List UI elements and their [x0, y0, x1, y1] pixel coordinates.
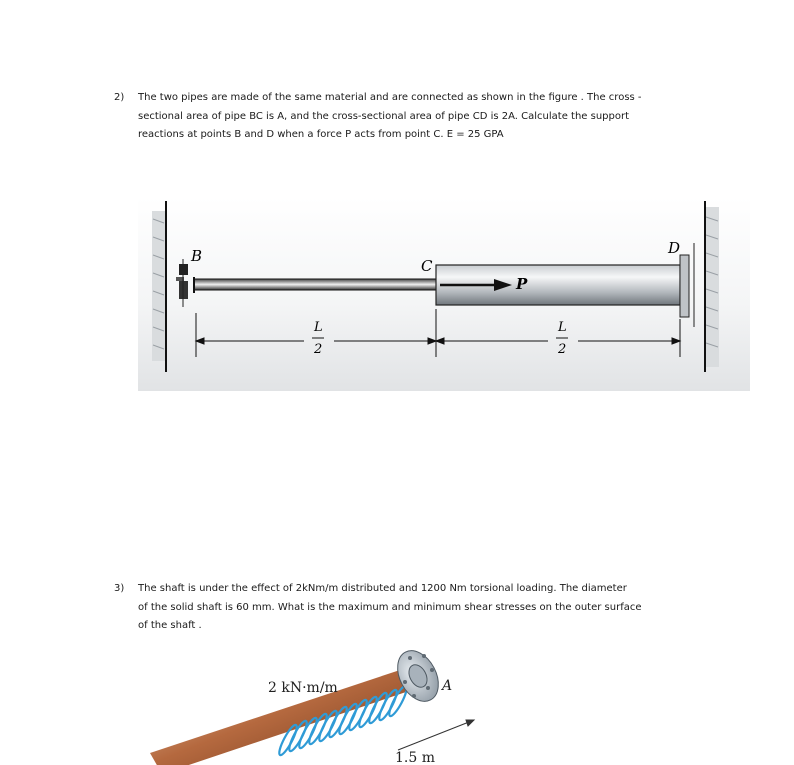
question-3-number: 3)	[114, 583, 125, 594]
question-3-line-3: of the shaft .	[138, 620, 202, 631]
dim-right-numerator: L	[558, 320, 567, 335]
label-p: P	[516, 275, 528, 293]
question-3-line-2: of the solid shaft is 60 mm. What is the maximum and minimum shear stresses on the outer surface	[138, 601, 642, 613]
shaft-torsion-figure	[150, 628, 480, 765]
label-b: B	[191, 247, 203, 265]
dim-left-numerator: L	[314, 320, 323, 335]
question-2-text	[138, 89, 642, 145]
pipe-bc	[194, 279, 436, 290]
dimension-left-fraction	[312, 320, 324, 357]
label-c: C	[421, 257, 433, 275]
question-3-line-1: The shaft is under the effect of 2kNm/m distributed and 1200 Nm torsional loading. The diameter	[138, 583, 627, 594]
question-2-number: 2)	[114, 92, 125, 103]
dim-right-denominator: 2	[558, 342, 567, 357]
load-label: 2 kN·m/m	[268, 680, 338, 696]
question-2-line-1: The two pipes are made of the same material and are connected as shown in the figure . The cross -	[138, 92, 642, 103]
question-2-line-2: sectional area of pipe BC is A, and the cross-sectional area of pipe CD is 2A. Calculate the support	[138, 110, 630, 122]
dim-left-denominator: 2	[314, 342, 323, 357]
dimension-right-fraction	[556, 320, 568, 357]
left-wall	[152, 201, 166, 372]
question-2-line-3: reactions at points B and D when a force P acts from point C. E = 25 GPA	[138, 129, 504, 140]
label-d: D	[668, 239, 681, 257]
right-wall	[705, 201, 719, 372]
length-label: 1.5 m	[395, 750, 435, 765]
two-pipes-figure	[138, 197, 750, 391]
end-label-a: A	[442, 678, 453, 694]
length-dimension	[398, 720, 474, 750]
